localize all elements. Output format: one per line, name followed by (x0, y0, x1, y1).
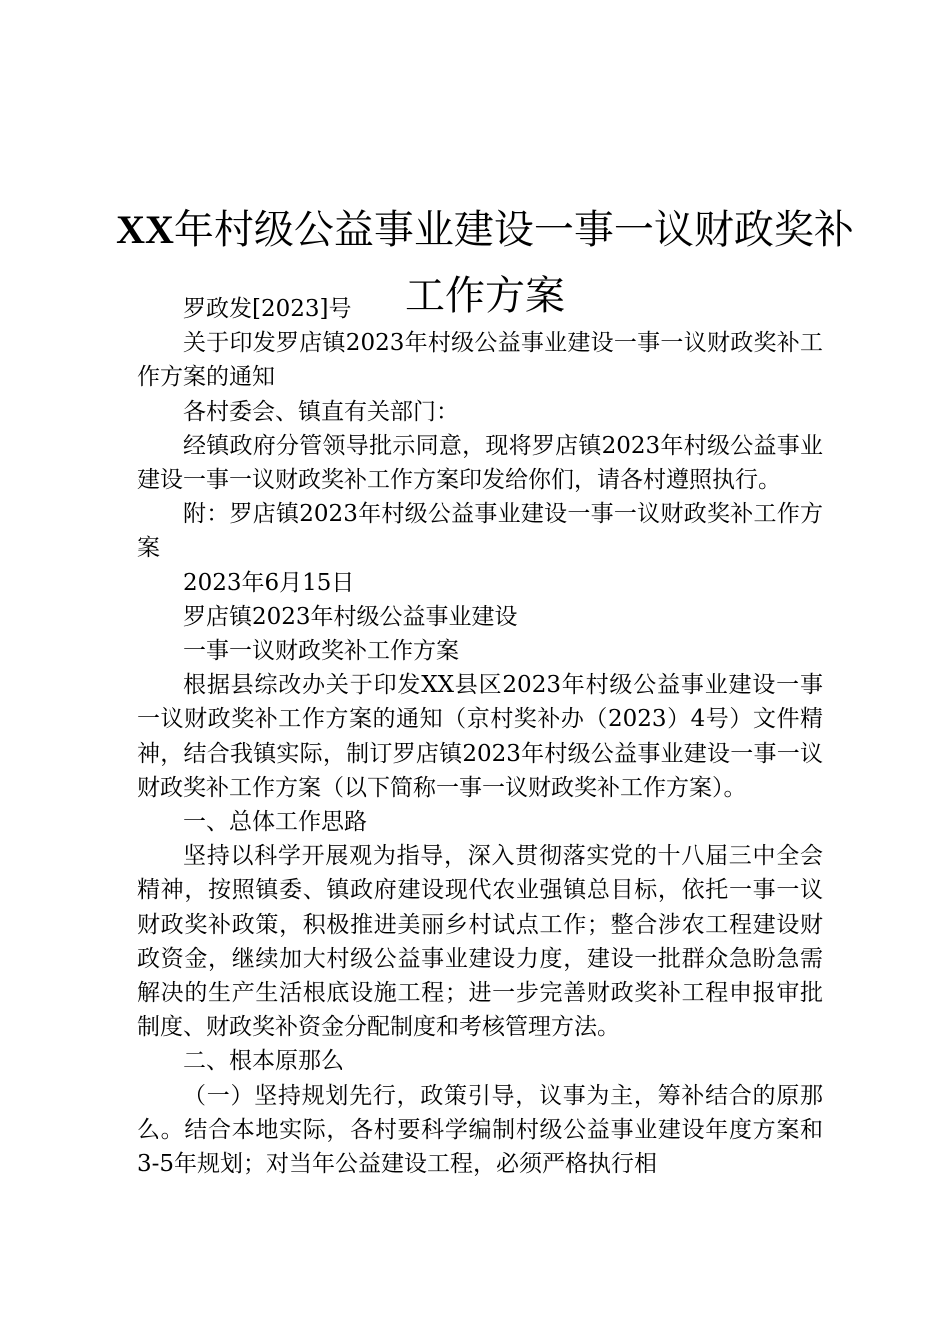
document-body (137, 292, 823, 1181)
plan-title-line-2: 一事一议财政奖补工作方案 (183, 638, 459, 665)
section-heading-1: 一、总体工作思路 (183, 809, 367, 836)
doc-number: 罗政发[2023]号 (183, 296, 352, 322)
section-body-1: 坚持以科学开展观为指导，深入贯彻落实党的十八届三中全会精神，按照镇委、镇政府建设现代农业强镇总目标，依托一事一议财政奖补政策，积极推进美丽乡村试点工作；整合涉农工程建设财政资金，继续加大村级公益事业建设力度，建设一批群众急盼急需解决的生产生活根底设施工程；进一步完善财政奖补工程申报审批制度、财政奖补资金分配制度和考核管理方法。 (137, 843, 823, 1041)
section-heading-2: 二、根本原那么 (183, 1048, 344, 1075)
principle-1: （一）坚持规划先行，政策引导，议事为主，筹补结合的原那么。结合本地实际，各村要科学编制村级公益事业建设年度方案和3-5年规划；对当年公益建设工程，必须严格执行相 (137, 1082, 823, 1178)
plan-intro: 根据县综改办关于印发XX县区2023年村级公益事业建设一事一议财政奖补工作方案的通知（京村奖补办（2023）4号）文件精神，结合我镇实际，制订罗店镇2023年村级公益事业建设一事一议财政奖补工作方案（以下简称一事一议财政奖补工作方案）。 (137, 672, 823, 801)
notice-body: 经镇政府分管领导批示同意，现将罗店镇2023年村级公益事业建设一事一议财政奖补工作方案印发给你们，请各村遵照执行。 (137, 432, 823, 494)
title-text: 年村级公益事业建设一事一议财政奖补工作方案 (173, 206, 854, 319)
plan-title-line-1: 罗店镇2023年村级公益事业建设 (183, 603, 518, 630)
notice-heading: 关于印发罗店镇2023年村级公益事业建设一事一议财政奖补工作方案的通知 (137, 330, 823, 391)
addressee: 各村委会、镇直有关部门： (183, 398, 459, 425)
issue-date: 2023年6月15日 (183, 569, 355, 596)
attachment-note: 附：罗店镇2023年村级公益事业建设一事一议财政奖补工作方案 (137, 501, 823, 562)
title-prefix: XX (116, 206, 174, 252)
